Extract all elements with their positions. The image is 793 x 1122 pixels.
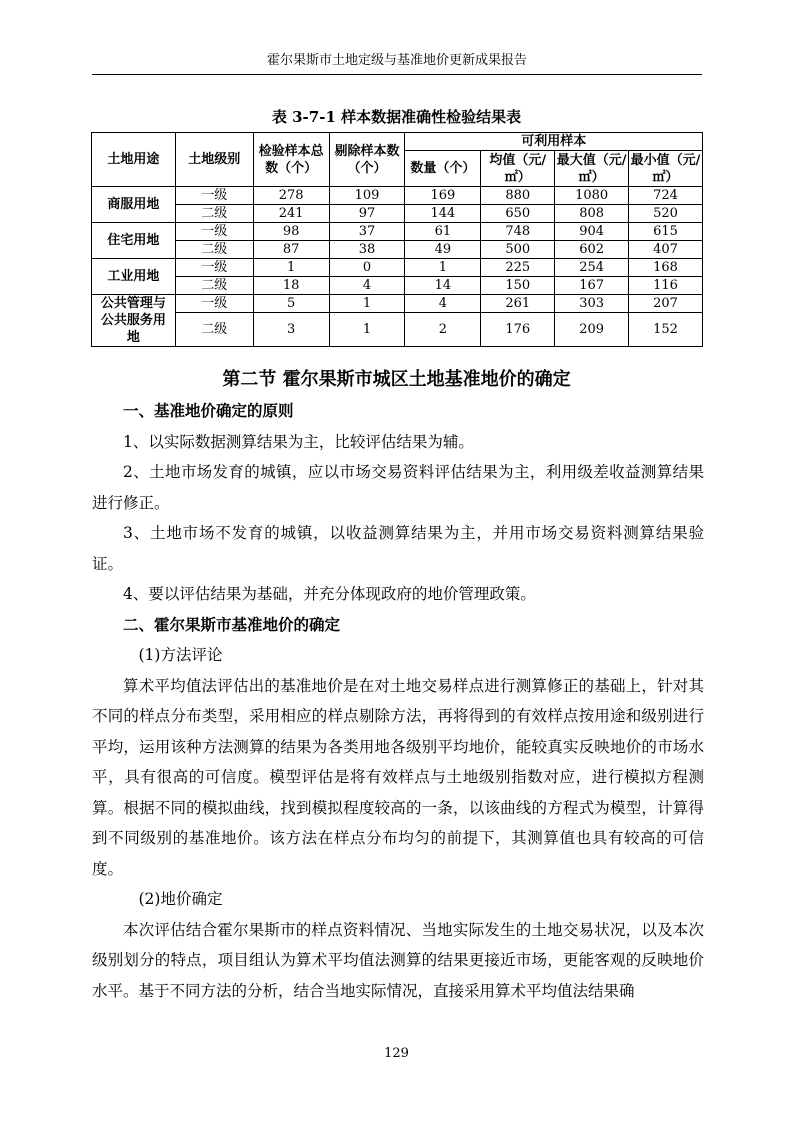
- max-cell: 602: [555, 241, 629, 259]
- grade-cell: 二级: [175, 313, 253, 347]
- min-cell: 407: [629, 241, 703, 259]
- count-cell: 144: [405, 205, 481, 223]
- max-cell: 1080: [555, 187, 629, 205]
- removed-cell: 1: [329, 295, 405, 313]
- item-heading: (1)方法评论: [138, 646, 223, 664]
- mean-cell: 150: [481, 277, 555, 295]
- mean-cell: 748: [481, 223, 555, 241]
- subheading-principles: 一、基准地价确定的原则: [123, 401, 294, 420]
- removed-cell: 109: [329, 187, 405, 205]
- table-row: [92, 313, 703, 347]
- header-sample-total: 检验样本总数（个）: [253, 133, 329, 187]
- paragraph: 算术平均值法评估出的基准地价是在对土地交易样点进行测算修正的基础上，针对其不同的样点分布类型，采用相应的样点剔除方法，再将得到的有效样点按用途和级别进行平均，运用该种方法测算的结果为各类用地各级别平均地价，能较真实反映地价的市场水平，具有很高的可信度。模型评估是将有效样点与土地级别指数对应，进行模拟方程测算。根据不同的模拟曲线，找到模拟程度较高的一条，以该曲线的方程式为模型，计算得到不同级别的基准地价。该方法在样点分布均匀的前提下，其测算值也具有较高的可信度。: [92, 676, 704, 878]
- grade-cell: 一级: [175, 223, 253, 241]
- header-usable-group: 可利用样本: [405, 133, 703, 151]
- grade-cell: 二级: [175, 205, 253, 223]
- item-heading: (2)地价确定: [138, 890, 223, 908]
- header-min: 最小值（元/㎡）: [629, 151, 703, 187]
- total-cell: 1: [253, 259, 329, 277]
- table-row: [92, 241, 703, 259]
- min-cell: 615: [629, 223, 703, 241]
- total-cell: 278: [253, 187, 329, 205]
- section-title: 第二节 霍尔果斯市城区土地基准地价的确定: [222, 369, 571, 390]
- total-cell: 18: [253, 277, 329, 295]
- grade-cell: 一级: [175, 259, 253, 277]
- grade-cell: 一级: [175, 295, 253, 313]
- removed-cell: 97: [329, 205, 405, 223]
- total-cell: 5: [253, 295, 329, 313]
- running-header: 霍尔果斯市土地定级与基准地价更新成果报告: [92, 48, 702, 75]
- table-row: [92, 259, 703, 277]
- mean-cell: 176: [481, 313, 555, 347]
- mean-cell: 225: [481, 259, 555, 277]
- max-cell: 254: [555, 259, 629, 277]
- max-cell: 167: [555, 277, 629, 295]
- min-cell: 152: [629, 313, 703, 347]
- header-removed: 剔除样本数（个）: [329, 133, 405, 187]
- mean-cell: 650: [481, 205, 555, 223]
- header-grade: 土地级别: [175, 133, 253, 187]
- header-count: 数量（个）: [405, 151, 481, 187]
- count-cell: 169: [405, 187, 481, 205]
- min-cell: 207: [629, 295, 703, 313]
- total-cell: 87: [253, 241, 329, 259]
- count-cell: 4: [405, 295, 481, 313]
- paragraph: 1、以实际数据测算结果为主，比较评估结果为辅。: [123, 432, 474, 451]
- header-land-use: 土地用途: [92, 133, 176, 187]
- total-cell: 98: [253, 223, 329, 241]
- count-cell: 2: [405, 313, 481, 347]
- header-max: 最大值（元/㎡）: [555, 151, 629, 187]
- removed-cell: 0: [329, 259, 405, 277]
- table-row: [92, 223, 703, 241]
- grade-cell: 二级: [175, 277, 253, 295]
- table-caption: 表 3-7-1 样本数据准确性检验结果表: [271, 108, 522, 126]
- min-cell: 724: [629, 187, 703, 205]
- min-cell: 168: [629, 259, 703, 277]
- count-cell: 49: [405, 241, 481, 259]
- mean-cell: 500: [481, 241, 555, 259]
- removed-cell: 1: [329, 313, 405, 347]
- total-cell: 241: [253, 205, 329, 223]
- min-cell: 520: [629, 205, 703, 223]
- max-cell: 808: [555, 205, 629, 223]
- table-row: [92, 277, 703, 295]
- min-cell: 116: [629, 277, 703, 295]
- page-number: 129: [384, 1046, 409, 1061]
- grade-cell: 一级: [175, 187, 253, 205]
- body-text: [92, 396, 704, 1006]
- header-mean: 均值（元/㎡）: [481, 151, 555, 187]
- table-row: [92, 295, 703, 313]
- removed-cell: 38: [329, 241, 405, 259]
- land-use-cell: 商服用地: [92, 187, 176, 223]
- mean-cell: 261: [481, 295, 555, 313]
- count-cell: 61: [405, 223, 481, 241]
- paragraph: 4、要以评估结果为基础，并充分体现政府的地价管理政策。: [123, 585, 536, 603]
- paragraph: 2、土地市场发育的城镇，应以市场交易资料评估结果为主，利用级差收益测算结果进行修正。: [92, 463, 704, 512]
- removed-cell: 37: [329, 223, 405, 241]
- paragraph: 本次评估结合霍尔果斯市的样点资料情况、当地实际发生的土地交易状况，以及本次级别划分的特点，项目组认为算术平均值法测算的结果更接近市场，更能客观的反映地价水平。基于不同方法的分析，结合当地实际情况，直接采用算术平均值法结果确: [92, 920, 704, 1000]
- sample-accuracy-table: [91, 132, 703, 347]
- subheading-determination: 二、霍尔果斯市基准地价的确定: [123, 614, 341, 634]
- count-cell: 1: [405, 259, 481, 277]
- removed-cell: 4: [329, 277, 405, 295]
- table-row: [92, 205, 703, 223]
- grade-cell: 二级: [175, 241, 253, 259]
- max-cell: 904: [555, 223, 629, 241]
- table-row: [92, 187, 703, 205]
- count-cell: 14: [405, 277, 481, 295]
- land-use-cell: 住宅用地: [92, 223, 176, 259]
- max-cell: 303: [555, 295, 629, 313]
- total-cell: 3: [253, 313, 329, 347]
- mean-cell: 880: [481, 187, 555, 205]
- land-use-cell: 公共管理与公共服务用地: [92, 295, 176, 347]
- max-cell: 209: [555, 313, 629, 347]
- paragraph: 3、土地市场不发育的城镇，以收益测算结果为主，并用市场交易资料测算结果验证。: [92, 524, 704, 573]
- land-use-cell: 工业用地: [92, 259, 176, 295]
